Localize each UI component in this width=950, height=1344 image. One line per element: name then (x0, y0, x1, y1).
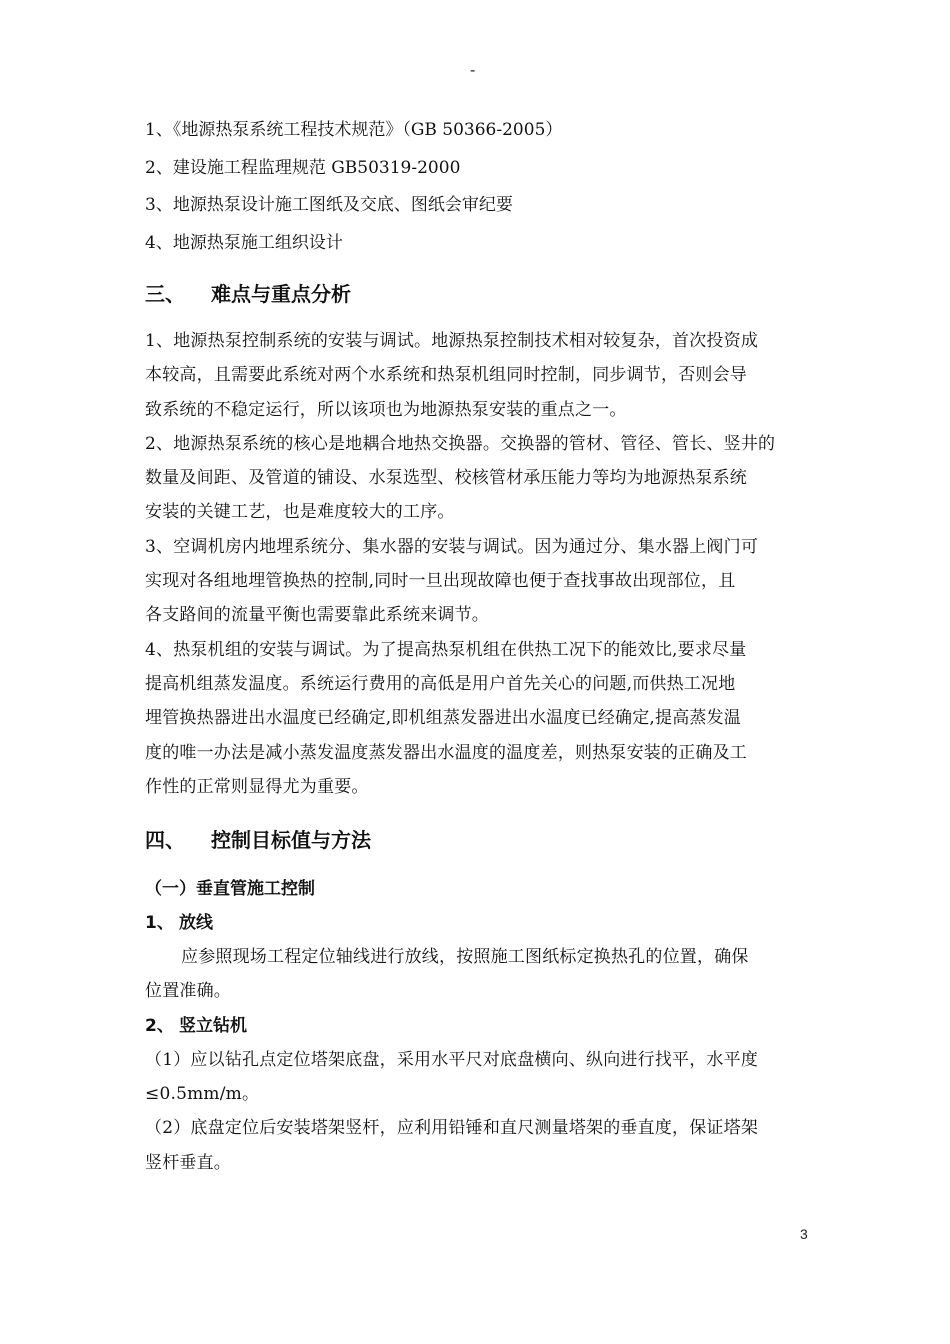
header-mark: - (470, 62, 476, 79)
step-number: 2、 (145, 1015, 174, 1036)
section-number: 三、 (145, 281, 185, 306)
paragraph-line: 数量及间距、及管道的铺设、水泵选型、校核管材承压能力等均为地源热泵系统 (145, 468, 747, 489)
paragraph-line: 埋管换热器进出水温度已经确定,即机组蒸发器进出水温度已经确定,提高蒸发温 (145, 708, 742, 729)
paragraph-line: 本较高，且需要此系统对两个水系统和热泵机组同时控制，同步调节，否则会导 (145, 365, 747, 386)
paragraph-line: 位置准确。 (145, 981, 231, 1002)
step-heading (145, 906, 810, 940)
reference-item: 1、《地源热泵系统工程技术规范》（GB 50366-2005） (145, 120, 563, 140)
page-number: 3 (800, 1226, 808, 1242)
step-heading (145, 1009, 810, 1043)
step-title: 放线 (179, 913, 213, 934)
paragraph-line: 2、地源热泵系统的核心是地耦合地热交换器。交换器的管材、管径、管长、竖井的 (145, 433, 776, 454)
paragraph-line: 各支路间的流量平衡也需要靠此系统来调节。 (145, 605, 489, 626)
reference-item: 2、建设施工程监理规范 GB50319-2000 (145, 157, 461, 178)
paragraph-line: 4、热泵机组的安装与调试。为了提高热泵机组在供热工况下的能效比,要求尽量 (145, 639, 747, 660)
paragraph-line: （1）应以钻孔点定位塔架底盘，采用水平尺对底盘横向、纵向进行找平，水平度 (145, 1049, 759, 1070)
paragraph-line: 1、地源热泵控制系统的安装与调试。地源热泵控制技术相对较复杂，首次投资成 (145, 331, 759, 351)
section-heading (145, 818, 810, 858)
section-heading (145, 272, 810, 312)
paragraph-line: 作性的正常则显得尤为重要。 (145, 776, 369, 797)
paragraph-line: （2）底盘定位后安装塔架竖杆，应利用铅锤和直尺测量塔架的垂直度，保证塔架 (145, 1118, 759, 1139)
paragraph-line: 致系统的不稳定运行，所以该项也为地源热泵安装的重点之一。 (145, 399, 627, 420)
paragraph-line: 竖杆垂直。 (145, 1152, 231, 1173)
section-title: 控制目标值与方法 (211, 827, 371, 852)
paragraph (145, 324, 810, 427)
paragraph (145, 427, 810, 530)
paragraph-line: 3、空调机房内地埋系统分、集水器的安装与调试。因为通过分、集水器上阀门可 (145, 536, 759, 557)
reference-item: 4、地源热泵施工组织设计 (145, 232, 343, 253)
page-content (145, 112, 810, 1180)
paragraph-line: 实现对各组地埋管换热的控制,同时一旦出现故障也便于查找事故出现部位，且 (145, 571, 736, 592)
reference-item: 3、地源热泵设计施工图纸及交底、图纸会审纪要 (145, 195, 513, 215)
paragraph-line: 应参照现场工程定位轴线进行放线，按照施工图纸标定换热孔的位置，确保 (181, 947, 749, 968)
paragraph (145, 633, 810, 804)
subsection-heading: （一）垂直管施工控制 (145, 879, 315, 900)
paragraph-line: 度的唯一办法是减小蒸发温度蒸发器出水温度的温度差，则热泵安装的正确及工 (145, 742, 747, 763)
step-title: 竖立钻机 (179, 1015, 247, 1036)
paragraph (145, 940, 810, 1009)
reference-list (145, 112, 810, 262)
paragraph (145, 1043, 810, 1112)
section-title: 难点与重点分析 (211, 281, 351, 306)
paragraph (145, 1111, 810, 1180)
paragraph-line: 提高机组蒸发温度。系统运行费用的高低是用户首先关心的问题,而供热工况地 (145, 673, 736, 694)
step-number: 1、 (145, 913, 174, 934)
paragraph-line: ≤0.5mm/m。 (145, 1084, 260, 1105)
section-number: 四、 (145, 827, 185, 852)
paragraph (145, 530, 810, 633)
paragraph-line: 安装的关键工艺，也是难度较大的工序。 (145, 502, 455, 523)
